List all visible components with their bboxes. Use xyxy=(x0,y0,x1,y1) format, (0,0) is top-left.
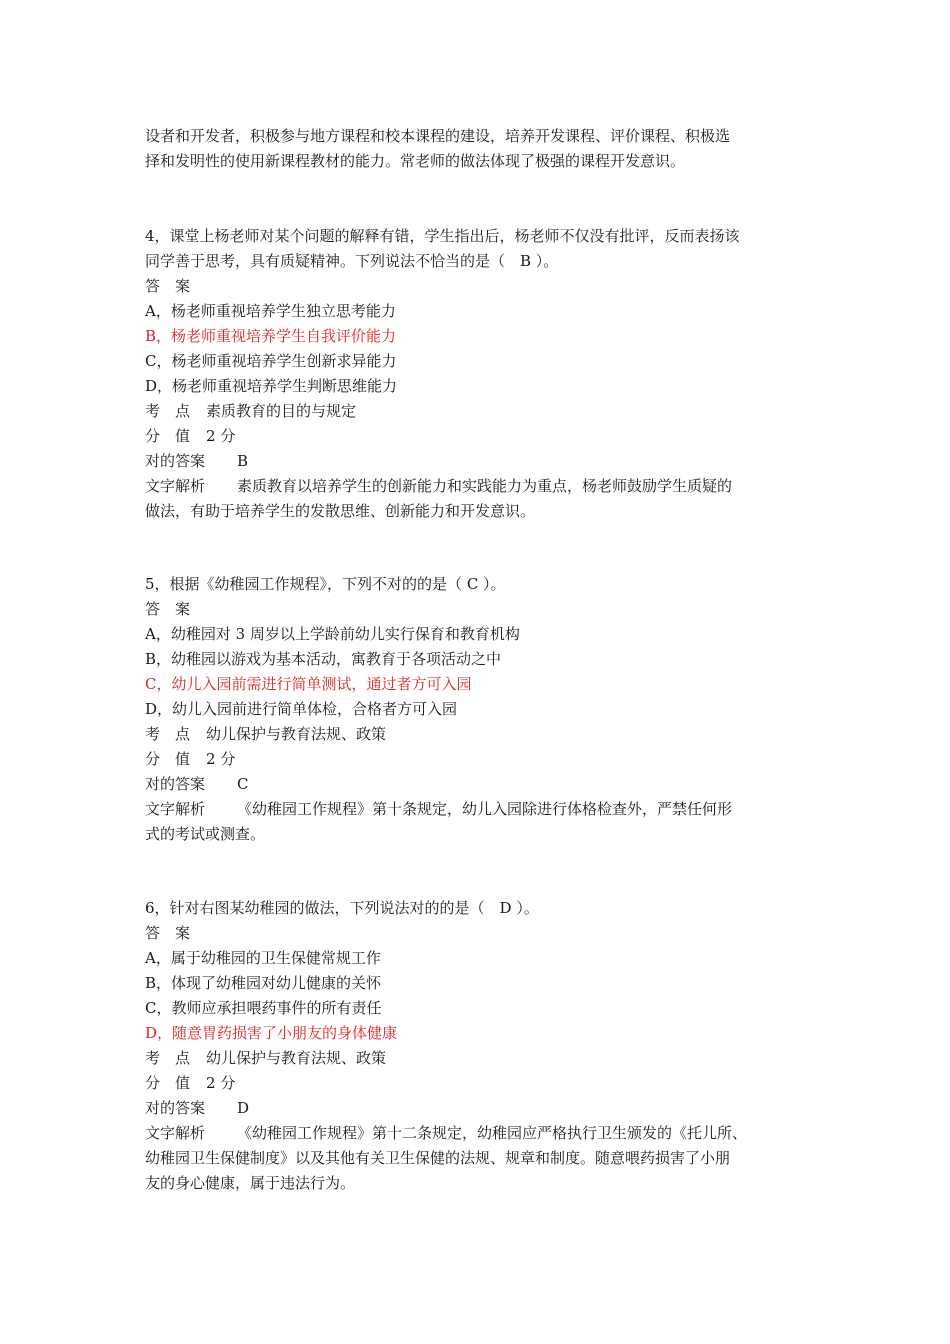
correct-answer-label: 对的答案 xyxy=(145,775,206,793)
question-6 xyxy=(145,896,747,1196)
analysis-row xyxy=(145,797,732,822)
analysis-text: 《幼稚园工作规程》第十二条规定，幼稚园应严格执行卫生颁发的《托儿所、 xyxy=(237,1124,748,1142)
knowledge-point-label: 考 点 xyxy=(145,1049,191,1067)
knowledge-point-row xyxy=(145,1046,747,1071)
knowledge-point-label: 考 点 xyxy=(145,725,191,743)
analysis-text: 幼稚园卫生保健制度》以及其他有关卫生保健的法规、规章和制度。随意喂药损害了小朋 xyxy=(145,1149,731,1167)
option-a: A，属于幼稚园的卫生保健常规工作 xyxy=(145,949,381,967)
score-label: 分 值 xyxy=(145,427,191,445)
option-c-correct: C，幼儿入园前需进行简单测试，通过者方可入园 xyxy=(145,675,472,693)
score-label: 分 值 xyxy=(145,1074,191,1092)
correct-answer-value: C xyxy=(237,775,249,793)
knowledge-point-row xyxy=(145,722,732,747)
intro-paragraph xyxy=(145,124,730,174)
correct-answer-label: 对的答案 xyxy=(145,1099,206,1117)
option-b: B，幼稚园以游戏为基本活动，寓教育于各项活动之中 xyxy=(145,650,502,668)
answer-header: 答 案 xyxy=(145,924,191,942)
knowledge-point-value: 素质教育的目的与规定 xyxy=(206,402,357,420)
analysis-text: 式的考试或测查。 xyxy=(145,825,266,843)
option-d: D，杨老师重视培养学生判断思维能力 xyxy=(145,377,398,395)
correct-answer-value: D xyxy=(237,1099,250,1117)
option-a: A，杨老师重视培养学生独立思考能力 xyxy=(145,302,396,320)
option-b-correct: B，杨老师重视培养学生自我评价能力 xyxy=(145,327,397,345)
score-label: 分 值 xyxy=(145,750,191,768)
correct-answer-row xyxy=(145,449,740,474)
knowledge-point-value: 幼儿保护与教育法规、政策 xyxy=(206,725,387,743)
question-stem: 6，针对右图某幼稚园的做法，下列说法对的的是（ D ）。 xyxy=(145,899,539,917)
option-b: B，体现了幼稚园对幼儿健康的关怀 xyxy=(145,974,382,992)
option-c: C，杨老师重视培养学生创新求异能力 xyxy=(145,352,397,370)
option-c: C，教师应承担喂药事件的所有责任 xyxy=(145,999,382,1017)
intro-line: 设者和开发者，积极参与地方课程和校本课程的建设，培养开发课程、评价课程、积极选 xyxy=(145,127,731,145)
score-value: 2 分 xyxy=(206,427,236,445)
answer-header: 答 案 xyxy=(145,277,191,295)
score-value: 2 分 xyxy=(206,1074,236,1092)
correct-answer-label: 对的答案 xyxy=(145,452,206,470)
score-row xyxy=(145,747,732,772)
score-row xyxy=(145,424,740,449)
analysis-label: 文字解析 xyxy=(145,477,206,495)
intro-line: 择和发明性的使用新课程教材的能力。常老师的做法体现了极强的课程开发意识。 xyxy=(145,152,686,170)
analysis-text: 《幼稚园工作规程》第十条规定，幼儿入园除进行体格检查外，严禁任何形 xyxy=(237,800,733,818)
analysis-text: 做法，有助于培养学生的发散思维、创新能力和开发意识。 xyxy=(145,502,536,520)
question-stem: 5，根据《幼稚园工作规程》，下列不对的的是（ C ）。 xyxy=(145,575,506,593)
option-d: D，幼儿入园前进行简单体检，合格者方可入园 xyxy=(145,700,458,718)
correct-answer-value: B xyxy=(237,452,249,470)
analysis-text: 友的身心健康，属于违法行为。 xyxy=(145,1174,356,1192)
score-row xyxy=(145,1071,747,1096)
analysis-row xyxy=(145,1121,747,1146)
question-stem: 同学善于思考，具有质疑精神。下列说法不恰当的是（ B ）。 xyxy=(145,252,559,270)
correct-answer-row xyxy=(145,772,732,797)
analysis-row xyxy=(145,474,740,499)
answer-header: 答 案 xyxy=(145,600,191,618)
knowledge-point-value: 幼儿保护与教育法规、政策 xyxy=(206,1049,387,1067)
option-d-correct: D，随意胃药损害了小朋友的身体健康 xyxy=(145,1024,398,1042)
analysis-label: 文字解析 xyxy=(145,1124,206,1142)
correct-answer-row xyxy=(145,1096,747,1121)
score-value: 2 分 xyxy=(206,750,236,768)
knowledge-point-label: 考 点 xyxy=(145,402,191,420)
question-5 xyxy=(145,572,732,847)
analysis-label: 文字解析 xyxy=(145,800,206,818)
question-4 xyxy=(145,224,740,524)
analysis-text: 素质教育以培养学生的创新能力和实践能力为重点，杨老师鼓励学生质疑的 xyxy=(237,477,733,495)
question-stem: 4，课堂上杨老师对某个问题的解释有错，学生指出后，杨老师不仅没有批评，反而表扬该 xyxy=(145,227,740,245)
knowledge-point-row xyxy=(145,399,740,424)
option-a: A，幼稚园对 3 周岁以上学龄前幼儿实行保育和教育机构 xyxy=(145,625,520,643)
